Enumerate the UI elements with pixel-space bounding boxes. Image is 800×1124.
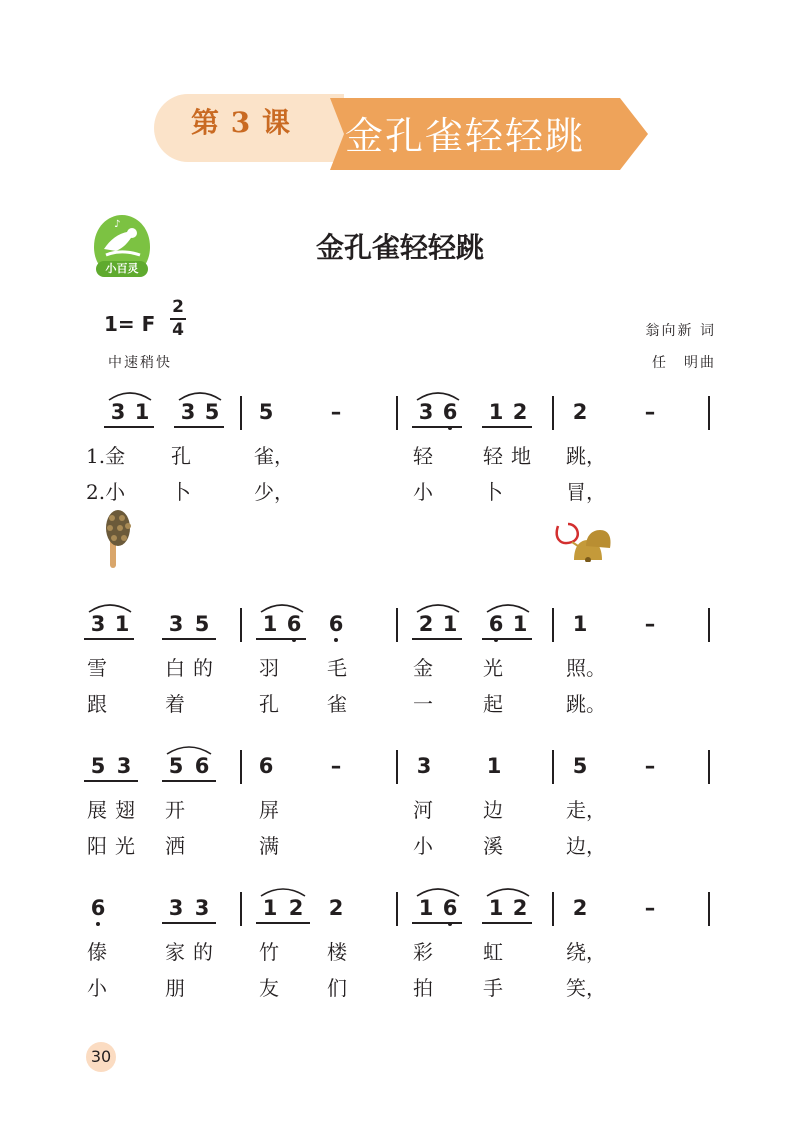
lyric: 傣 [87,940,107,964]
rattle-instrument-illustration [96,506,136,570]
beam [482,638,532,640]
lyric: 的 [193,656,213,680]
barline [396,892,398,926]
lyric: 竹 [259,940,279,964]
svg-text:♪: ♪ [114,219,121,230]
lyric: 拍 [413,976,433,1000]
key-signature: 1= F [104,312,156,336]
beam [482,426,532,428]
lyric: 朋 [165,976,185,1000]
barline [240,750,242,784]
lyric: 光 [483,656,503,680]
barline [396,750,398,784]
note: 3 [418,400,434,424]
note: 6 [86,896,110,920]
lyric: 河 [413,798,433,822]
lyric: 走， [566,798,606,822]
lyric: 卜 [483,480,503,504]
lyric: 彩 [413,940,433,964]
lyricist-credit: 翁向新 词 [645,323,716,339]
beam [412,426,462,428]
lyric: 翅 [115,798,135,822]
note: 3 [110,400,126,424]
lyric: 小 [87,976,107,1000]
barline [552,892,554,926]
barline [708,396,710,430]
note: 5 [204,400,220,424]
note: 1 [418,896,434,920]
barline [396,396,398,430]
lyric: 金 [413,656,433,680]
lyric: 小 [413,480,433,504]
beam [412,638,462,640]
note: 2 [572,400,588,424]
note: 3 [90,612,106,636]
lyric: 白 [165,656,185,680]
tempo-marking: 中速稍快 [108,355,172,371]
lyric: 孔 [171,444,191,468]
lyric: 跟 [87,692,107,716]
composer-credit: 任 明曲 [652,355,716,371]
xiaobailing-logo [86,211,158,283]
note: 5 [572,754,588,778]
lyric: 卜 [171,480,191,504]
beam [162,922,216,924]
time-bottom: 4 [172,320,184,340]
lyric: 虹 [483,940,503,964]
lyric: 楼 [327,940,347,964]
lyric: 轻 [483,444,503,468]
note: 6 [484,612,508,636]
note: 6 [194,754,210,778]
lyric: 开 [165,798,185,822]
note: 2 [512,400,528,424]
note: 2 [328,896,344,920]
note: 1 [572,612,588,636]
time-top: 2 [172,297,184,317]
beam [104,426,154,428]
barline [396,608,398,642]
note: 5 [258,400,274,424]
beam [412,922,462,924]
barline [552,396,554,430]
lesson-number: 第 3 课 [191,106,291,139]
note: 2 [512,896,528,920]
beam [256,922,310,924]
barline [552,750,554,784]
lyric: 展 [87,798,107,822]
lyric: 边， [566,834,606,858]
note: 3 [168,612,184,636]
note: 5 [168,754,184,778]
note: 1 [134,400,150,424]
lyric: 雀 [327,692,347,716]
song-title: 金孔雀轻轻跳 [315,231,484,264]
lyric: 照。 [566,656,606,680]
note: 2 [418,612,434,636]
lyric: 光 [115,834,135,858]
barline [708,608,710,642]
note: 2 [288,896,304,920]
note: 1 [512,612,528,636]
note: 5 [90,754,106,778]
lyric: 1.金 [86,444,126,468]
note: 3 [416,754,432,778]
barline [708,892,710,926]
note: 3 [116,754,132,778]
note: – [330,754,342,778]
lyric: 绕， [566,940,606,964]
lyric: 着 [165,692,185,716]
lyric: 们 [327,976,347,1000]
page-number: 30 [86,1042,116,1072]
note: 1 [442,612,458,636]
barline [240,396,242,430]
lyric: 毛 [327,656,347,680]
note: 1 [262,612,278,636]
barline [240,608,242,642]
note: 6 [438,896,462,920]
lyric: 小 [413,834,433,858]
lesson-title: 金孔雀轻轻跳 [345,114,586,158]
lyric: 笑， [566,976,606,1000]
beam [256,638,306,640]
lyric: 起 [483,692,503,716]
note: – [644,612,656,636]
lyric: 跳， [566,444,606,468]
note: – [644,754,656,778]
note: – [330,400,342,424]
lyric: 雪 [87,656,107,680]
lyric: 的 [193,940,213,964]
note: 1 [262,896,278,920]
beam [84,638,134,640]
lyric: 边 [483,798,503,822]
lyric: 2.小 [86,480,126,504]
note: 1 [488,896,504,920]
beam [174,426,224,428]
lyric: 阳 [87,834,107,858]
beam [162,780,216,782]
beam [162,638,216,640]
note: – [644,896,656,920]
note: 2 [572,896,588,920]
note: 5 [194,612,210,636]
lyric: 雀， [254,444,294,468]
lyric: 孔 [259,692,279,716]
beam [482,922,532,924]
lyric: 友 [259,976,279,1000]
lyric: 洒 [165,834,185,858]
note: 3 [194,896,210,920]
lyric: 羽 [259,656,279,680]
logo-label: 小百灵 [105,262,139,275]
note: 6 [258,754,274,778]
lyric: 一 [413,692,433,716]
lyric: 溪 [483,834,503,858]
barline [708,750,710,784]
bell-instrument-illustration [552,516,612,562]
note: 6 [324,612,348,636]
lyric: 满 [259,834,279,858]
note: 1 [486,754,502,778]
lyric: 跳。 [566,692,606,716]
lyric: 家 [165,940,185,964]
lyric: 手 [483,976,503,1000]
lyric: 地 [511,444,531,468]
note: 3 [168,896,184,920]
note: 1 [488,400,504,424]
note: 1 [114,612,130,636]
note: – [644,400,656,424]
lyric: 冒， [566,480,606,504]
barline [552,608,554,642]
time-signature [170,298,186,340]
lyric: 少， [254,480,294,504]
note: 6 [438,400,462,424]
lyric: 轻 [413,444,433,468]
barline [240,892,242,926]
lyric: 屏 [259,798,279,822]
note: 3 [180,400,196,424]
note: 6 [282,612,306,636]
beam [84,780,138,782]
